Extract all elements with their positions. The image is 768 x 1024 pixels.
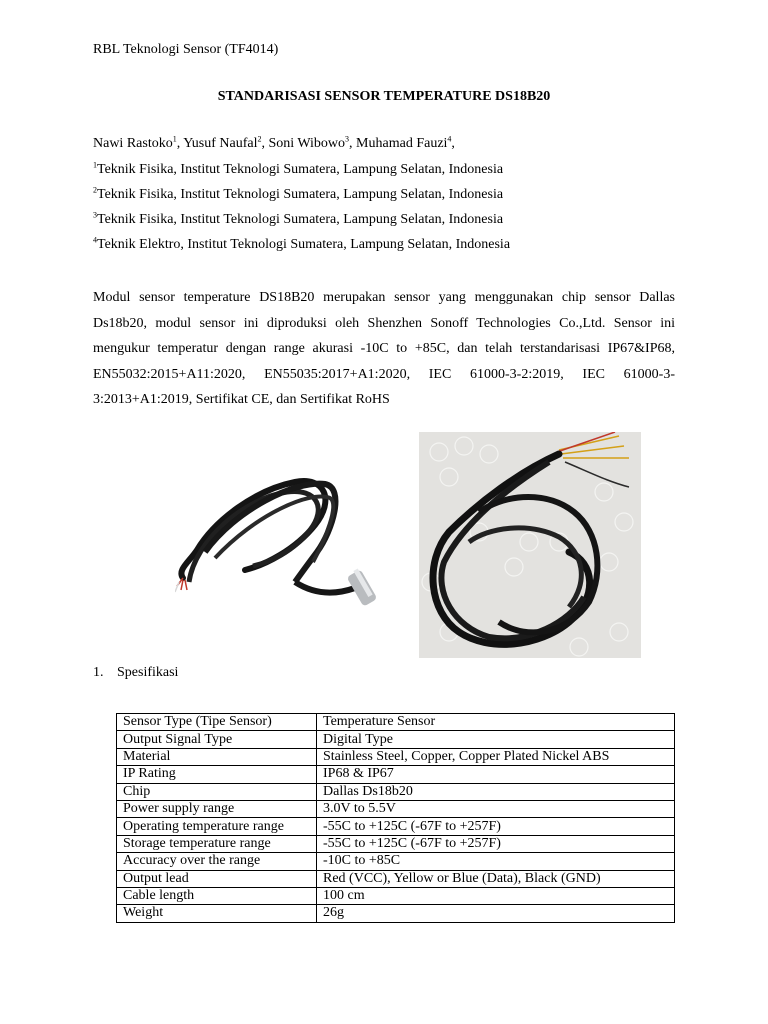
spec-label: Weight xyxy=(117,905,317,922)
author-name: Soni Wibowo xyxy=(268,136,346,151)
table-row xyxy=(117,870,675,887)
table-row xyxy=(117,835,675,852)
affiliation-text: Teknik Fisika, Institut Teknologi Sumatera, Lampung Selatan, Indonesia xyxy=(97,212,504,227)
spec-label: Cable length xyxy=(117,887,317,904)
author-separator: , xyxy=(176,136,184,151)
table-row xyxy=(117,783,675,800)
spec-value: Red (VCC), Yellow or Blue (Data), Black (GND) xyxy=(317,870,675,887)
affiliation-superscript: 1 xyxy=(93,160,97,170)
specification-table xyxy=(116,713,675,923)
spec-label: Output lead xyxy=(117,870,317,887)
table-row xyxy=(117,766,675,783)
affiliation-superscript: 4 xyxy=(93,235,97,245)
affiliation-4 xyxy=(93,237,510,253)
spec-label: Accuracy over the range xyxy=(117,853,317,870)
author-name: Yusuf Naufal xyxy=(183,136,258,151)
spec-value: 3.0V to 5.5V xyxy=(317,800,675,817)
spec-value: -55C to +125C (-67F to +257F) xyxy=(317,818,675,835)
section-number: 1. xyxy=(93,665,104,680)
affiliation-1 xyxy=(93,162,503,178)
table-row xyxy=(117,887,675,904)
table-row xyxy=(117,731,675,748)
spec-value: 100 cm xyxy=(317,887,675,904)
spec-value: Temperature Sensor xyxy=(317,714,675,731)
table-row xyxy=(117,714,675,731)
table-row xyxy=(117,853,675,870)
section-heading xyxy=(93,665,178,681)
affiliation-text: Teknik Elektro, Institut Teknologi Sumatera, Lampung Selatan, Indonesia xyxy=(97,237,511,252)
author-superscript: 2 xyxy=(257,134,262,144)
spec-label: Output Signal Type xyxy=(117,731,317,748)
table-row xyxy=(117,905,675,922)
spec-value: Stainless Steel, Copper, Copper Plated Nickel ABS xyxy=(317,748,675,765)
spec-value: IP68 & IP67 xyxy=(317,766,675,783)
spec-label: Chip xyxy=(117,783,317,800)
sensor-probe-photo xyxy=(175,470,390,635)
spec-value: Dallas Ds18b20 xyxy=(317,783,675,800)
author-separator: , xyxy=(349,136,357,151)
document-title: STANDARISASI SENSOR TEMPERATURE DS18B20 xyxy=(217,89,551,104)
author-superscript: 1 xyxy=(172,134,177,144)
sensor-cable-photo xyxy=(419,432,641,658)
author-name: Muhamad Fauzi xyxy=(356,136,448,151)
affiliation-2 xyxy=(93,187,503,203)
section-title: Spesifikasi xyxy=(117,665,179,680)
abstract-paragraph: Modul sensor temperature DS18B20 merupakan sensor yang menggunakan chip sensor Dallas Ds18b20, modul sensor ini diproduksi oleh Shenzhen Sonoff Technologies Co.,Ltd. Sensor ini mengukur temperatur dengan range akurasi -10C to +85C, dan telah terstandarisasi IP67&IP68, EN55032:2015+A11:2020, EN55035:2017+A1:2020, IEC 61000-3-2:2019, IEC 61000-3-3:2013+A1:2019, Sertifikat CE, dan Sertifikat RoHS xyxy=(93,290,675,407)
spec-label: Sensor Type (Tipe Sensor) xyxy=(117,714,317,731)
affiliation-text: Teknik Fisika, Institut Teknologi Sumatera, Lampung Selatan, Indonesia xyxy=(97,162,504,177)
spec-label: IP Rating xyxy=(117,766,317,783)
running-header: RBL Teknologi Sensor (TF4014) xyxy=(93,42,279,57)
spec-value: 26g xyxy=(317,905,675,922)
spec-value: -10C to +85C xyxy=(317,853,675,870)
table-row xyxy=(117,818,675,835)
affiliation-superscript: 3 xyxy=(93,210,97,220)
table-row xyxy=(117,748,675,765)
spec-label: Power supply range xyxy=(117,800,317,817)
author-superscript: 4 xyxy=(447,134,452,144)
spec-label: Storage temperature range xyxy=(117,835,317,852)
spec-value: -55C to +125C (-67F to +257F) xyxy=(317,835,675,852)
author-separator: , xyxy=(451,136,455,151)
spec-label: Material xyxy=(117,748,317,765)
affiliation-3 xyxy=(93,212,503,228)
spec-value: Digital Type xyxy=(317,731,675,748)
author-separator: , xyxy=(261,136,269,151)
spec-label: Operating temperature range xyxy=(117,818,317,835)
author-superscript: 3 xyxy=(345,134,350,144)
author-name: Nawi Rastoko xyxy=(93,136,173,151)
table-row xyxy=(117,800,675,817)
author-list xyxy=(93,136,455,152)
affiliation-text: Teknik Fisika, Institut Teknologi Sumatera, Lampung Selatan, Indonesia xyxy=(97,187,504,202)
affiliation-superscript: 2 xyxy=(93,185,97,195)
